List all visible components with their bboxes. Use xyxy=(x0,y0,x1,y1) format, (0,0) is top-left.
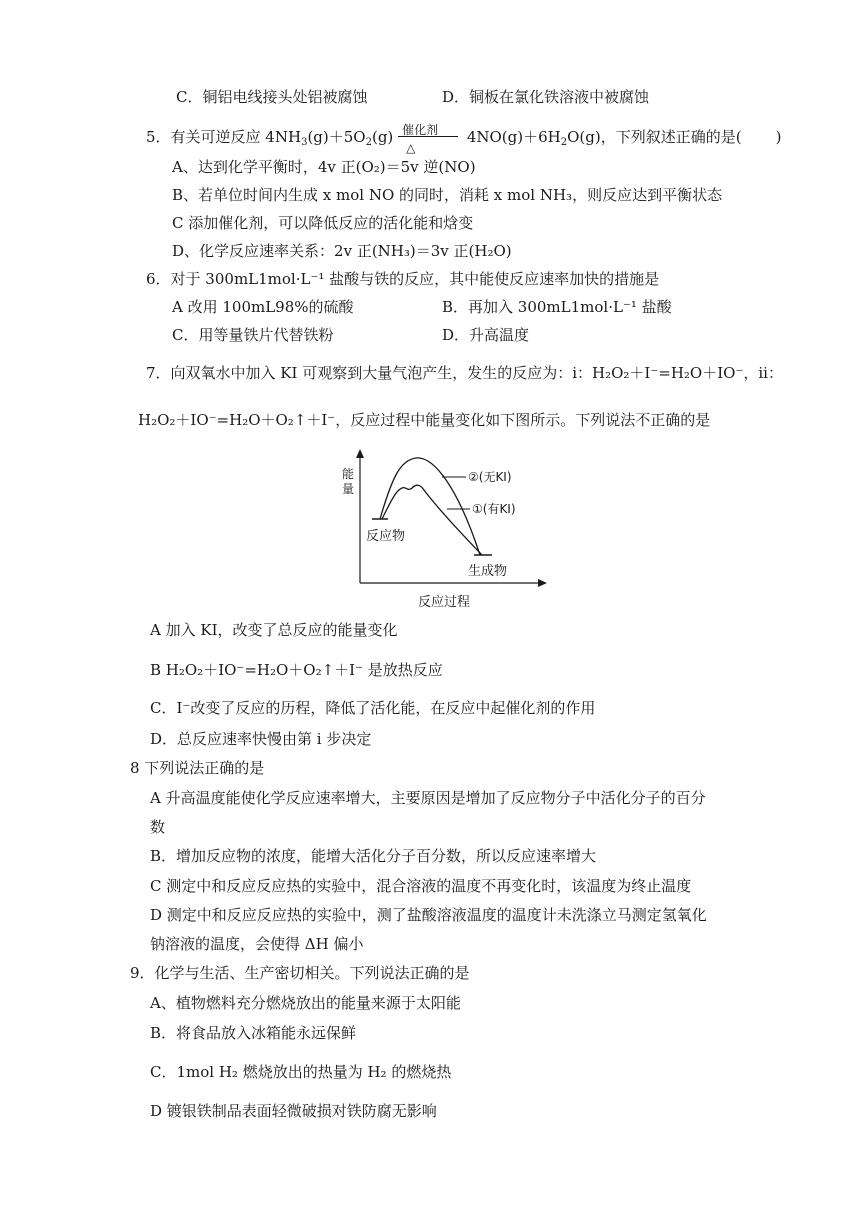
q9-option-b: B．将食品放入冰箱能永远保鲜 xyxy=(150,1024,357,1042)
q8-option-d-line1: D 测定中和反应反应热的实验中，测了盐酸溶液温度的温度计未洗涤立马测定氢氧化 xyxy=(150,906,707,924)
q5-stem-nh3-state: (g)＋5O xyxy=(307,128,366,146)
q7-option-b: B H₂O₂＋IO⁻=H₂O＋O₂↑＋I⁻ 是放热反应 xyxy=(150,661,443,679)
q5-option-c: C 添加催化剂，可以降低反应的活化能和焓变 xyxy=(172,214,474,232)
curve2-label: ②(无KI) xyxy=(468,470,512,484)
q5-sub-2: 2 xyxy=(365,137,372,148)
q5-close-paren: ) xyxy=(775,128,782,146)
q5-option-a: A、达到化学平衡时，4v 正(O₂)＝5v 逆(NO) xyxy=(172,158,476,176)
q7-stem-line2: H₂O₂＋IO⁻=H₂O＋O₂↑＋I⁻，反应过程中能量变化如下图所示。下列说法不正确的是 xyxy=(138,411,711,429)
y-axis-label-1: 能 xyxy=(342,467,355,481)
q5-stem-products: 4NO(g)＋6H xyxy=(466,128,561,146)
arrow-line xyxy=(398,136,458,137)
q8-option-d-line2: 钠溶液的温度，会使得 ΔH 偏小 xyxy=(150,935,364,953)
q4-option-c: C．铜铝电线接头处铝被腐蚀 xyxy=(176,88,368,106)
energy-diagram xyxy=(330,448,550,613)
product-label: 生成物 xyxy=(468,564,508,579)
q5-stem-prefix: 5．有关可逆反应 4NH xyxy=(146,128,302,146)
y-axis-label-2: 量 xyxy=(342,482,355,496)
q7-option-d: D．总反应速率快慢由第 i 步决定 xyxy=(150,730,372,748)
q6-option-a: A 改用 100mL98%的硫酸 xyxy=(172,298,354,316)
q7-stem-line1: 7．向双氧水中加入 KI 可观察到大量气泡产生，发生的反应为：i：H₂O₂＋I⁻=H₂O＋IO⁻，ii： xyxy=(146,364,783,382)
catalyst-label: 催化剂 xyxy=(402,123,439,137)
q9-option-c: C．1mol H₂ 燃烧放出的热量为 H₂ 的燃烧热 xyxy=(150,1063,452,1081)
x-axis-label: 反应过程 xyxy=(418,595,471,610)
x-axis-arrow xyxy=(538,579,547,587)
q8-option-a-line1: A 升高温度能使化学反应速率增大，主要原因是增加了反应物分子中活化分子的百分 xyxy=(150,789,706,807)
q6-option-b: B．再加入 300mL1mol·L⁻¹ 盐酸 xyxy=(442,298,672,316)
q5-stem-suffix: O(g)，下列叙述正确的是( xyxy=(567,128,742,146)
reactant-label: 反应物 xyxy=(366,529,406,544)
catalyst-condition: △ xyxy=(406,141,416,155)
q8-stem: 8 下列说法正确的是 xyxy=(130,759,265,777)
q8-option-c: C 测定中和反应反应热的实验中，混合溶液的温度不再变化时，该温度为终止温度 xyxy=(150,877,692,895)
q5-stem-o2-state: (g) xyxy=(371,128,394,146)
q6-option-c: C．用等量铁片代替铁粉 xyxy=(172,326,334,344)
q5-option-d: D、化学反应速率关系：2v 正(NH₃)＝3v 正(H₂O) xyxy=(172,242,512,260)
q5-option-b: B、若单位时间内生成 x mol NO 的同时，消耗 x mol NH₃，则反应达到平衡状态 xyxy=(172,186,723,204)
q5-sub-3: 3 xyxy=(301,137,308,148)
q4-option-d: D．铜板在氯化铁溶液中被腐蚀 xyxy=(442,88,650,106)
q7-option-a: A 加入 KI，改变了总反应的能量变化 xyxy=(150,621,398,639)
curve1-label: ①(有KI) xyxy=(472,502,516,516)
q5-stem xyxy=(146,123,782,155)
q8-option-a-line2: 数 xyxy=(150,818,166,836)
catalyst-arrow xyxy=(398,123,462,155)
q9-option-a: A、植物燃料充分燃烧放出的能量来源于太阳能 xyxy=(150,994,461,1012)
y-axis-arrow xyxy=(356,449,364,458)
q9-option-d: D 镀银铁制品表面轻微破损对铁防腐无影响 xyxy=(150,1102,437,1120)
q6-option-d: D．升高温度 xyxy=(442,326,530,344)
q5-sub-2b: 2 xyxy=(560,137,568,148)
q9-stem: 9．化学与生活、生产密切相关。下列说法正确的是 xyxy=(130,964,470,982)
q7-option-c: C．I⁻改变了反应的历程，降低了活化能，在反应中起催化剂的作用 xyxy=(150,699,596,717)
q8-option-b: B．增加反应物的浓度，能增大活化分子百分数，所以反应速率增大 xyxy=(150,847,597,865)
q6-stem: 6．对于 300mL1mol·L⁻¹ 盐酸与铁的反应，其中能使反应速率加快的措施是 xyxy=(146,270,660,288)
